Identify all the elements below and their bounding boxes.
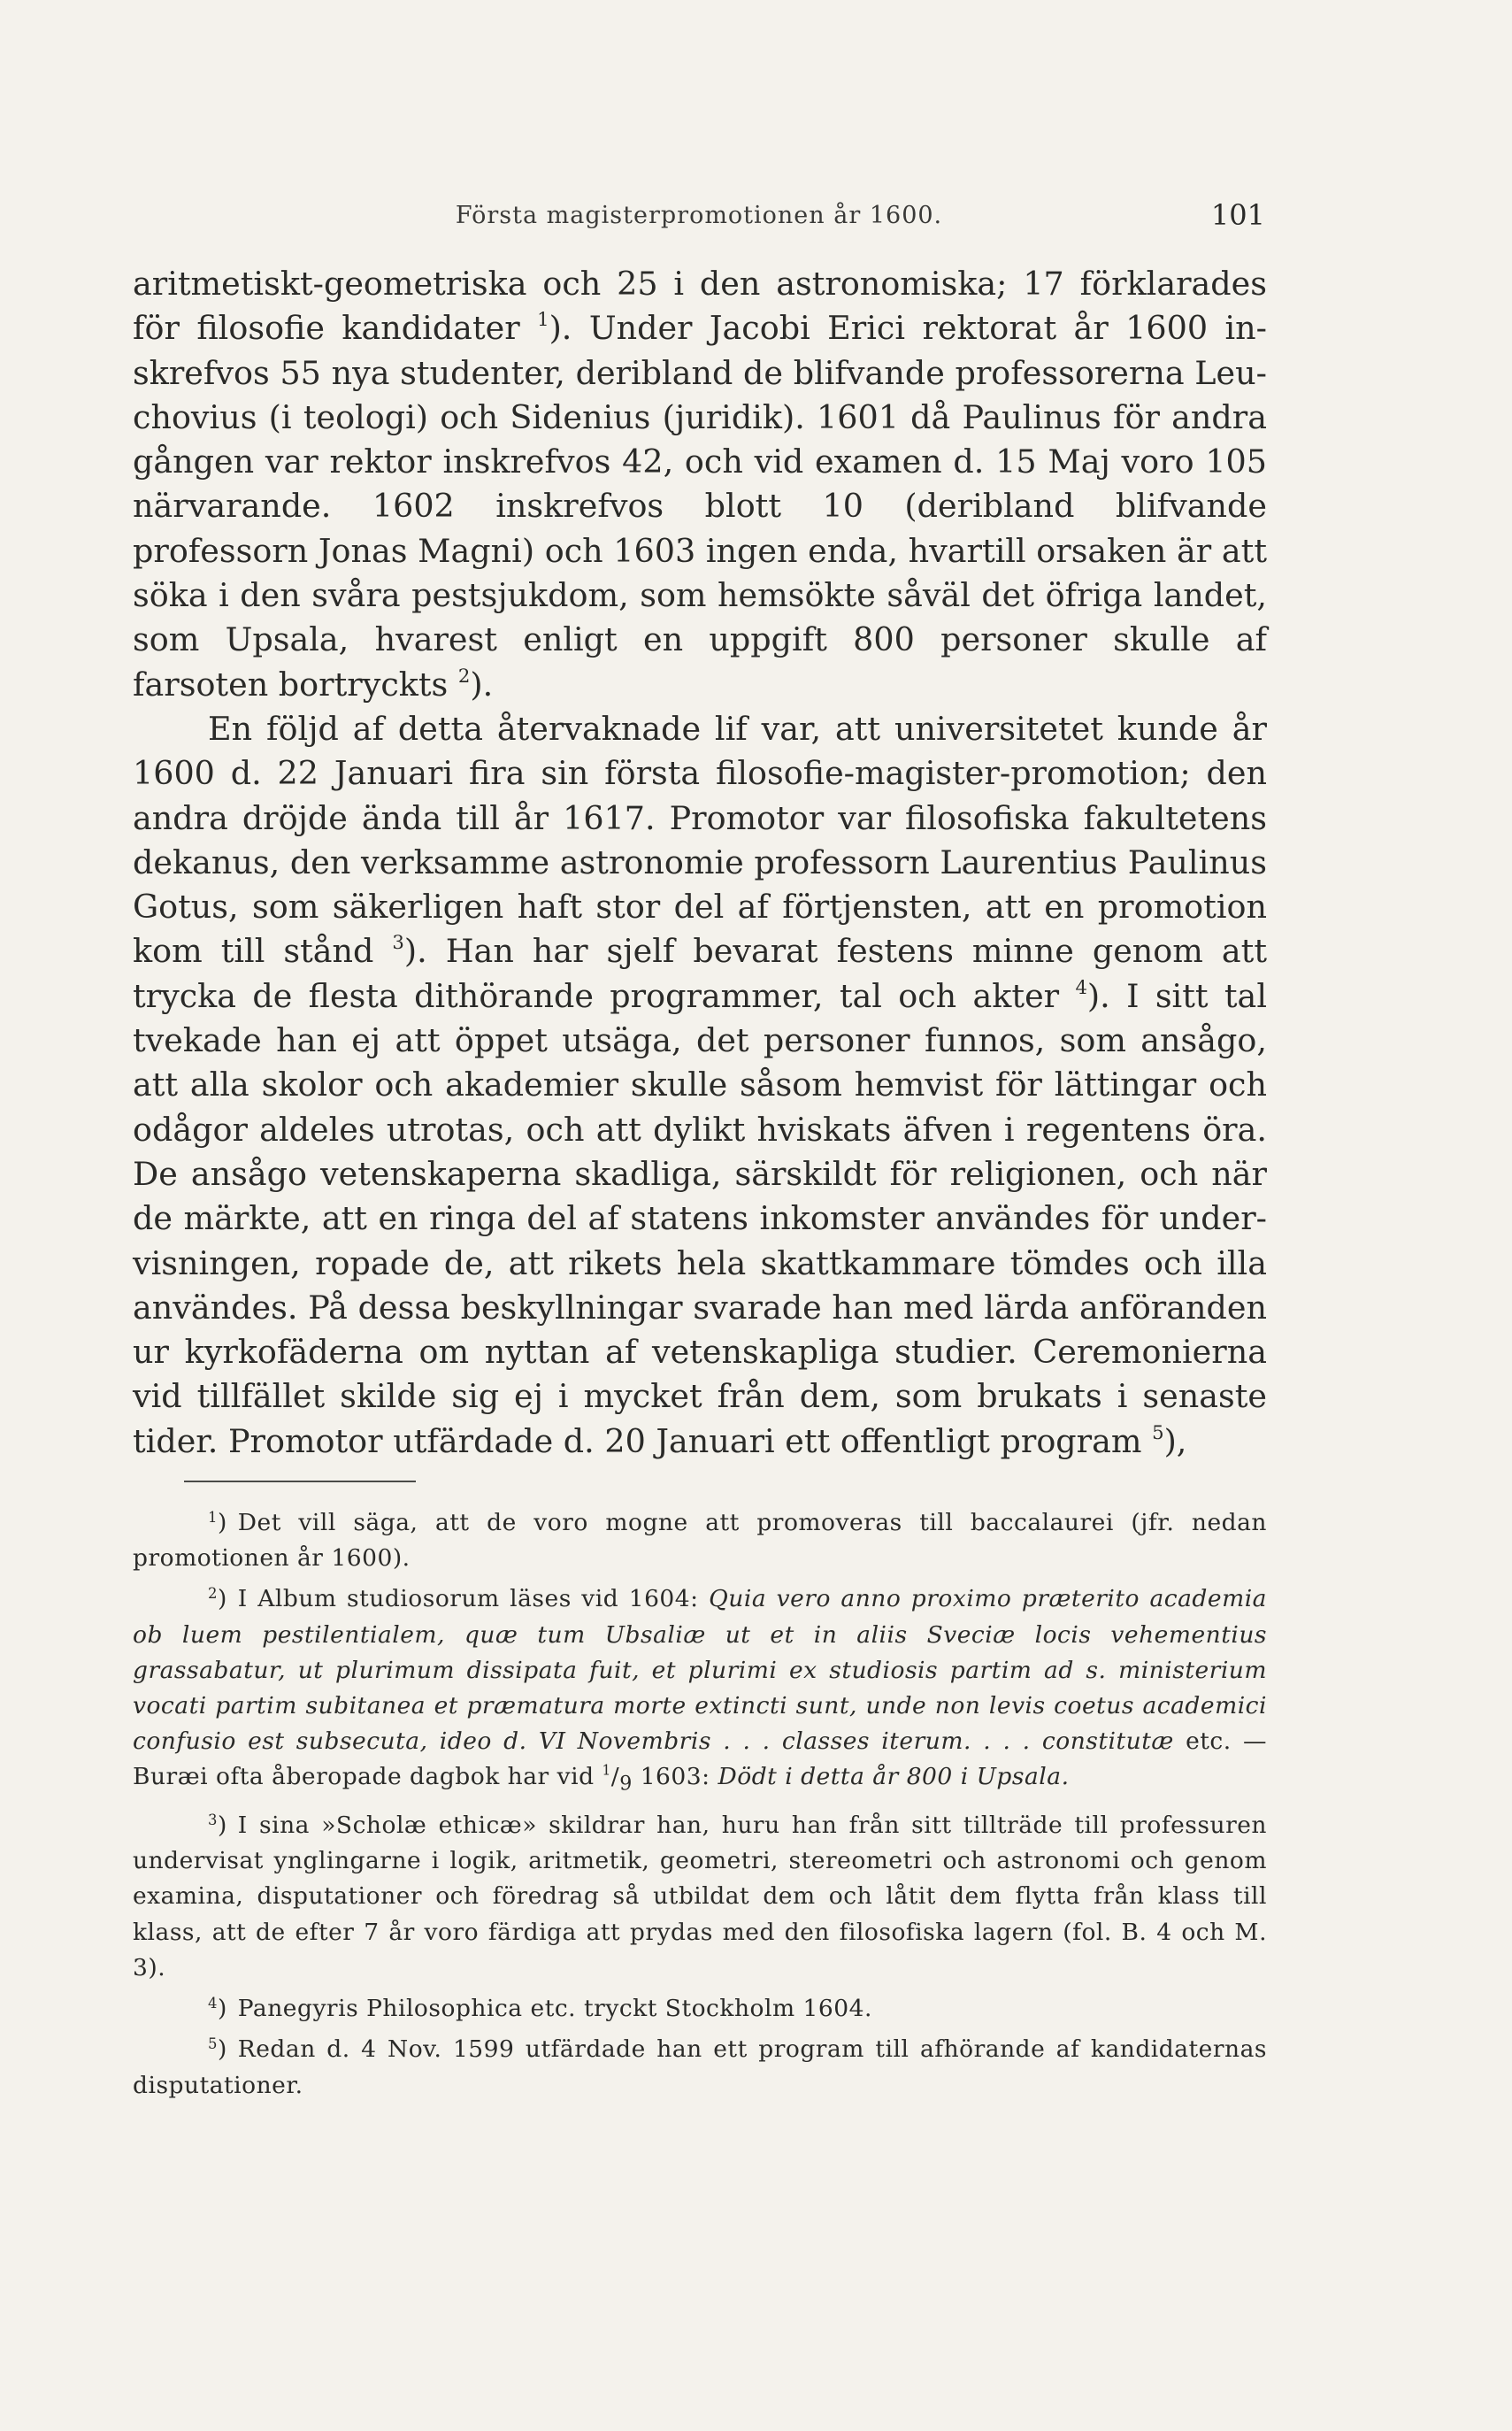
footnote-text: Panegyris Philosophica etc. tryckt Stockholm 1604.: [237, 1995, 872, 2023]
footnote-paren: ): [217, 1812, 227, 1840]
paragraph-1: [133, 262, 1267, 707]
footnote-divider: [184, 1481, 416, 1482]
footnote-text: 1603:: [640, 1763, 710, 1791]
footnote-text: Redan d. 4 Nov. 1599 utfärdade han ett program till afhörande af kandidaternas disputationer.: [133, 2035, 1267, 2099]
paragraph-2: [133, 707, 1267, 1464]
page-number: 101: [1210, 198, 1265, 232]
footnote-3: [133, 1803, 1267, 1986]
footnote-paren: ): [217, 1509, 227, 1537]
footnote-mark: 4: [208, 1995, 218, 2012]
paragraph-2-part-3: ). I sitt tal tvekade han ej att öppet utsäga, det personer funnos, som ansågo, att alla skolor och akademier skulle såsom hemvist för lättingar och odågor aldeles utrotas, och att dylikt hviskats äfven i regentens öra. De ansågo vetenskaperna skadliga, särskildt för religionen, och när de märkte, att en ringa del af statens inkomster användes för undervisningen, ropade de, att rikets hela skattkammare tömdes och illa användes. På dessa beskyllningar svarade han med lärda anföranden ur kyrkofäderna om nyttan af vetenskapliga studier. Ceremonierna vid tillfället skilde sig ej i mycket från dem, som brukats i senaste tider. Promotor utfärdade d. 20 Januari ett offentligt program: [133, 976, 1267, 1460]
footnote-4: [133, 1986, 1267, 2027]
footnote-ref-3: 3: [392, 931, 404, 954]
date-fraction-denominator: 9: [619, 1773, 633, 1796]
footnote-mark: 5: [208, 2035, 218, 2053]
footnote-text: I Album studiosorum läses vid 1604:: [237, 1585, 699, 1613]
paragraph-2-part-1: En följd af detta återvaknade lif var, att universitetet kunde år 1600 d. 22 Januari fira sin första filosofie-magister-promotion; den andra dröjde ända till år 1617. Promotor var filosofiska fakultetens dekanus, den verksamme astronomie professorn Laurentius Paulinus Gotus, som säkerligen haft stor del af förtjensten, att en promotion kom till stånd: [133, 709, 1267, 971]
page-header: [133, 198, 1265, 241]
footnote-italic-quote: Dödt i detta år 800 i Upsala.: [718, 1763, 1070, 1791]
footnote-paren: ): [217, 2035, 227, 2064]
paragraph-1-part-1: aritmetiskt-geometriska och 25 i den astronomiska; 17 förklarades för filosofie kandidater: [133, 265, 1267, 348]
footnote-mark: 1: [208, 1509, 218, 1526]
footnote-mark: 3: [208, 1811, 218, 1828]
footnote-1: [133, 1500, 1267, 1576]
footnote-ref-5: 5: [1152, 1420, 1164, 1443]
footnote-mark: 2: [208, 1585, 218, 1603]
paragraph-2-part-4: ),: [1163, 1421, 1187, 1460]
footnote-text: Det vill säga, att de voro mogne att promoveras till baccalaurei (jfr. nedan promotionen år 1600).: [133, 1509, 1267, 1573]
running-title: Första magisterpromotionen år 1600.: [455, 202, 943, 229]
footnotes: [133, 1500, 1267, 2104]
date-fraction-numerator: 1: [602, 1762, 611, 1779]
paragraph-1-part-3: ).: [470, 665, 494, 704]
footnote-2: $^2$) I Album studiosorum läses vid 1604: Quia vero anno proximo præterito academia ob luem pestilentialem, quæ tum Ubsaliæ ut et in aliis Sveciæ locis vehementius grassabatur, ut plurimum dissipata fuit, et plurimi ex studiosis partim ad s. ministerium vocati partim subitanea et præmatura morte extincti sunt, unde non levis coetus academici confusio est subsecuta, ideo d. VI Novembris . . . classes iterum. . . . constitutæ etc. — Buræi ofta åberopade dagbok har vid $^1/_9$ 1603: Dödt i detta år 800 i Upsala.: [133, 1585, 1267, 1796]
footnote-ref-2: 2: [457, 664, 471, 687]
body-text: [133, 262, 1267, 1464]
footnote-latin-quote: Quia vero anno proximo præterito academia ob luem pestilentialem, quæ tum Ubsaliæ ut et in aliis Sveciæ locis vehementius grassabatur, ut plurimum dissipata fuit, et plurimi ex studiosis partim ad s. ministerium vocati partim subitanea et præmatura morte extincti sunt, unde non levis coetus academici confusio est subsecuta, ideo d. VI Novembris . . . classes iterum. . . . constitutæ: [133, 1585, 1267, 1756]
footnote-text: I sina »Scholæ ethicæ» skildrar han, huru han från sitt tillträde till professuren undervisat ynglingarne i logik, aritmetik, geometri, stereometri och astronomi och genom examina, disputationer och föredrag så utbildat dem och låtit dem flytta från klass till klass, att de efter 7 år voro färdiga att prydas med den filosofiska lagern (fol. B. 4 och M. 3).: [133, 1812, 1267, 1981]
footnote-text: etc. — Buræi ofta åberopade dagbok har vid: [133, 1727, 1267, 1791]
footnote-paren: ): [217, 1585, 227, 1613]
paragraph-2-part-2: ). Han har sjelf bevarat festens minne genom att trycka de flesta dithörande programmer, tal och akter: [133, 932, 1267, 1015]
footnote-paren: ): [217, 1995, 227, 2023]
paragraph-1-part-2: ). Under Jacobi Erici rektorat år 1600 inskrefvos 55 nya studenter, deribland de blifvande professorerna Leuchovius (i teologi) och Sidenius (juridik). 1601 då Paulinus för andra gången var rektor inskrefvos 42, och vid examen d. 15 Maj voro 105 närvarande. 1602 inskrefvos blott 10 (deribland blifvande professorn Jonas Magni) och 1603 ingen enda, hvartill orsaken är att söka i den svåra pestsjukdom, som hemsökte såväl det öfriga landet, som Upsala, hvarest enligt en uppgift 800 personer skulle af farsoten bortryckts: [133, 309, 1267, 704]
footnote-ref-1: 1: [537, 308, 549, 331]
footnote-5: [133, 2027, 1267, 2103]
footnote-ref-4: 4: [1075, 975, 1087, 998]
